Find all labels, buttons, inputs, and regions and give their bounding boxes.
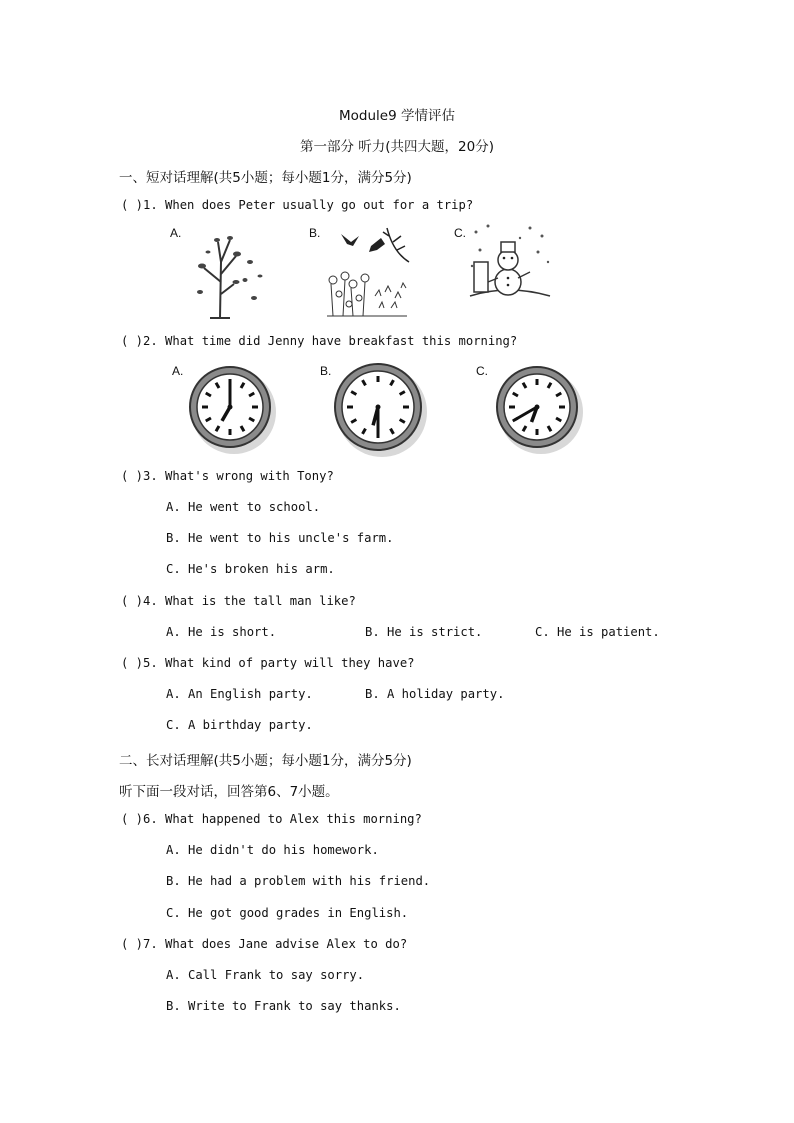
q4-option-a: A. He is short.: [166, 625, 277, 639]
q3-option-b: B. He went to his uncle's farm.: [166, 531, 394, 545]
q3-option-a: A. He went to school.: [166, 500, 321, 514]
q2-option-b-label: B.: [320, 364, 332, 378]
question-5: ( )5. What kind of party will they have?: [121, 656, 415, 670]
section2-heading: 二、长对话理解(共5小题；每小题1分，满分5分): [119, 753, 412, 769]
q5-option-a: A. An English party.: [166, 687, 313, 701]
part-heading: 第一部分 听力(共四大题，20分): [299, 139, 494, 155]
q6-option-c: C. He got good grades in English.: [166, 906, 409, 920]
q4-option-b: B. He is strict.: [365, 625, 483, 639]
q1-option-c-label: C.: [454, 226, 466, 240]
question-3: ( )3. What's wrong with Tony?: [121, 469, 334, 483]
q6-option-b: B. He had a problem with his friend.: [166, 874, 431, 888]
q6-option-a: A. He didn't do his homework.: [166, 843, 379, 857]
section2-instruction: 听下面一段对话，回答第6、7小题。: [119, 784, 339, 800]
q2-option-c-label: C.: [476, 364, 488, 378]
q1-option-a-label: A.: [170, 226, 182, 240]
clock-b-half-past-six: [335, 364, 427, 457]
q5-option-c: C. A birthday party.: [166, 718, 313, 732]
clock-a-seven-oclock: [190, 367, 276, 454]
question-4: ( )4. What is the tall man like?: [121, 594, 356, 608]
q7-option-b: B. Write to Frank to say thanks.: [166, 999, 401, 1013]
q7-option-a: A. Call Frank to say sorry.: [166, 968, 365, 982]
question-7: ( )7. What does Jane advise Alex to do?: [121, 937, 408, 951]
question-2: ( )2. What time did Jenny have breakfast this morning?: [121, 334, 518, 348]
clock-c-six-forty: [497, 367, 583, 454]
q5-option-b: B. A holiday party.: [365, 687, 505, 701]
q4-option-c: C. He is patient.: [535, 625, 660, 639]
q2-option-a-label: A.: [172, 364, 184, 378]
question-1: ( )1. When does Peter usually go out for a trip?: [121, 198, 474, 212]
section1-heading: 一、短对话理解(共5小题；每小题1分，满分5分): [119, 170, 412, 186]
clocks-group: [0, 0, 794, 470]
question-6: ( )6. What happened to Alex this morning?: [121, 812, 422, 826]
page-title: Module9 学情评估: [339, 108, 455, 124]
q1-option-b-label: B.: [309, 226, 321, 240]
q3-option-c: C. He's broken his arm.: [166, 562, 335, 576]
